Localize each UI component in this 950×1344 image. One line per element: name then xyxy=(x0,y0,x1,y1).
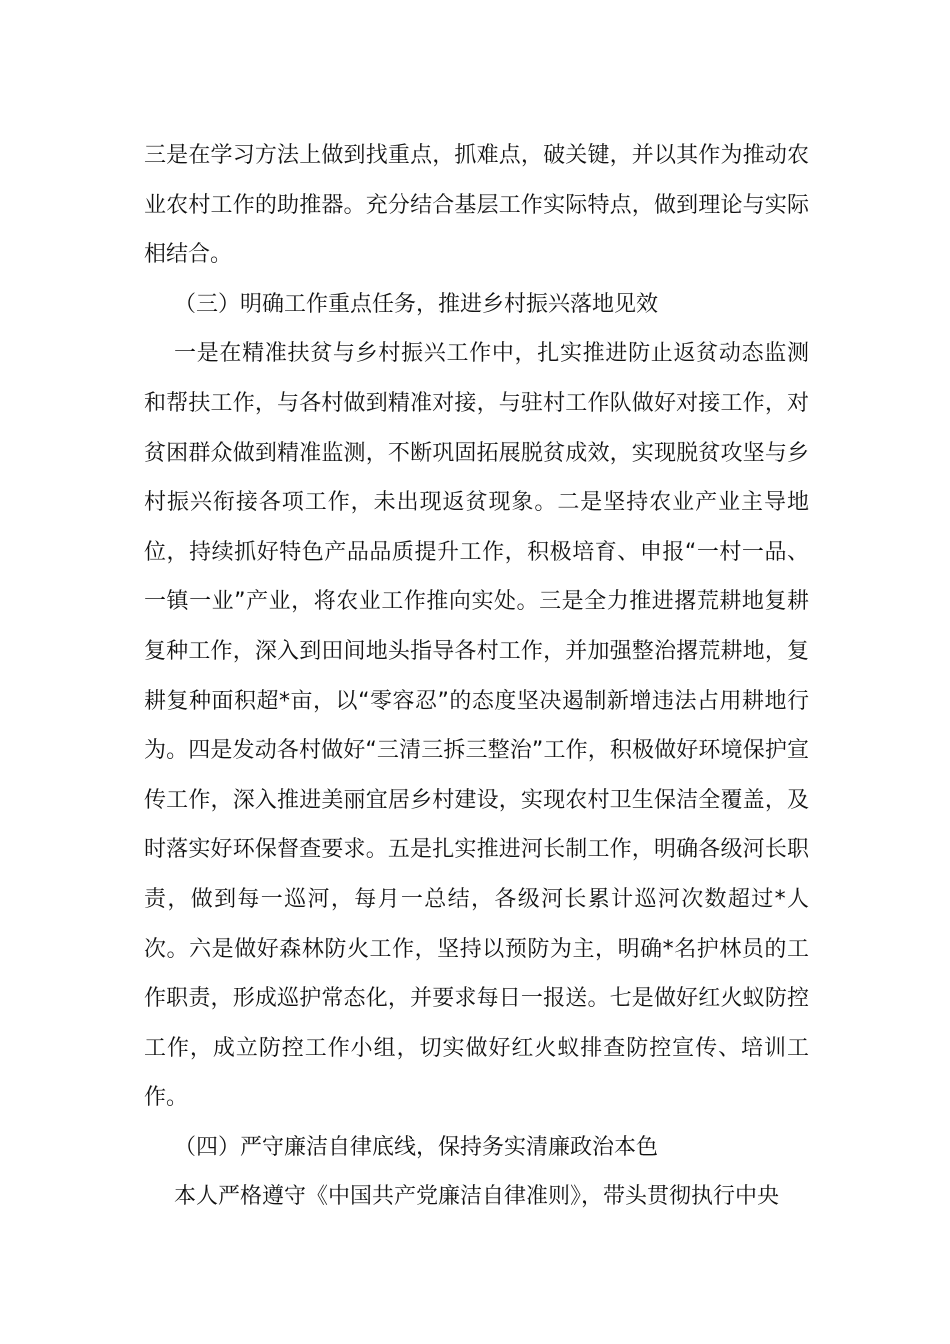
section-heading-4: （四）严守廉洁自律底线，保持务实清廉政治本色 xyxy=(174,1134,659,1160)
paragraph-integrity: 本人严格遵守《中国共产党廉洁自律准则》，带头贯彻执行中央 xyxy=(174,1184,780,1210)
section-heading-3: （三）明确工作重点任务，推进乡村振兴落地见效 xyxy=(174,291,659,317)
document-body xyxy=(144,131,809,1222)
paragraph-study-method: 三是在学习方法上做到找重点，抓难点，破关键，并以其作为推动农业农村工作的助推器。充分结合基层工作实际特点，做到理论与实际相结合。 xyxy=(144,143,809,268)
paragraph-rural-revitalization: 一是在精准扶贫与乡村振兴工作中，扎实推进防止返贫动态监测和帮扶工作，与各村做到精准对接，与驻村工作队做好对接工作，对贫困群众做到精准监测，不断巩固拓展脱贫成效，实现脱贫攻坚与乡村振兴衔接各项工作，未出现返贫现象。二是坚持农业产业主导地位，持续抓好特色产品品质提升工作，积极培育、申报“一村一品、一镇一业”产业，将农业工作推向实处。三是全力推进撂荒耕地复耕复种工作，深入到田间地头指导各村工作，并加强整治撂荒耕地，复耕复种面积超*亩，以“零容忍”的态度坚决遏制新增违法占用耕地行为。四是发动各村做好“三清三拆三整治”工作，积极做好环境保护宣传工作，深入推进美丽宜居乡村建设，实现农村卫生保洁全覆盖，及时落实好环保督查要求。五是扎实推进河长制工作，明确各级河长职责，做到每一巡河，每月一总结，各级河长累计巡河次数超过*人次。六是做好森林防火工作，坚持以预防为主，明确*名护林员的工作职责，形成巡护常态化，并要求每日一报送。七是做好红火蚁防控工作，成立防控工作小组，切实做好红火蚁排查防控宣传、培训工作。 xyxy=(144,341,809,1111)
